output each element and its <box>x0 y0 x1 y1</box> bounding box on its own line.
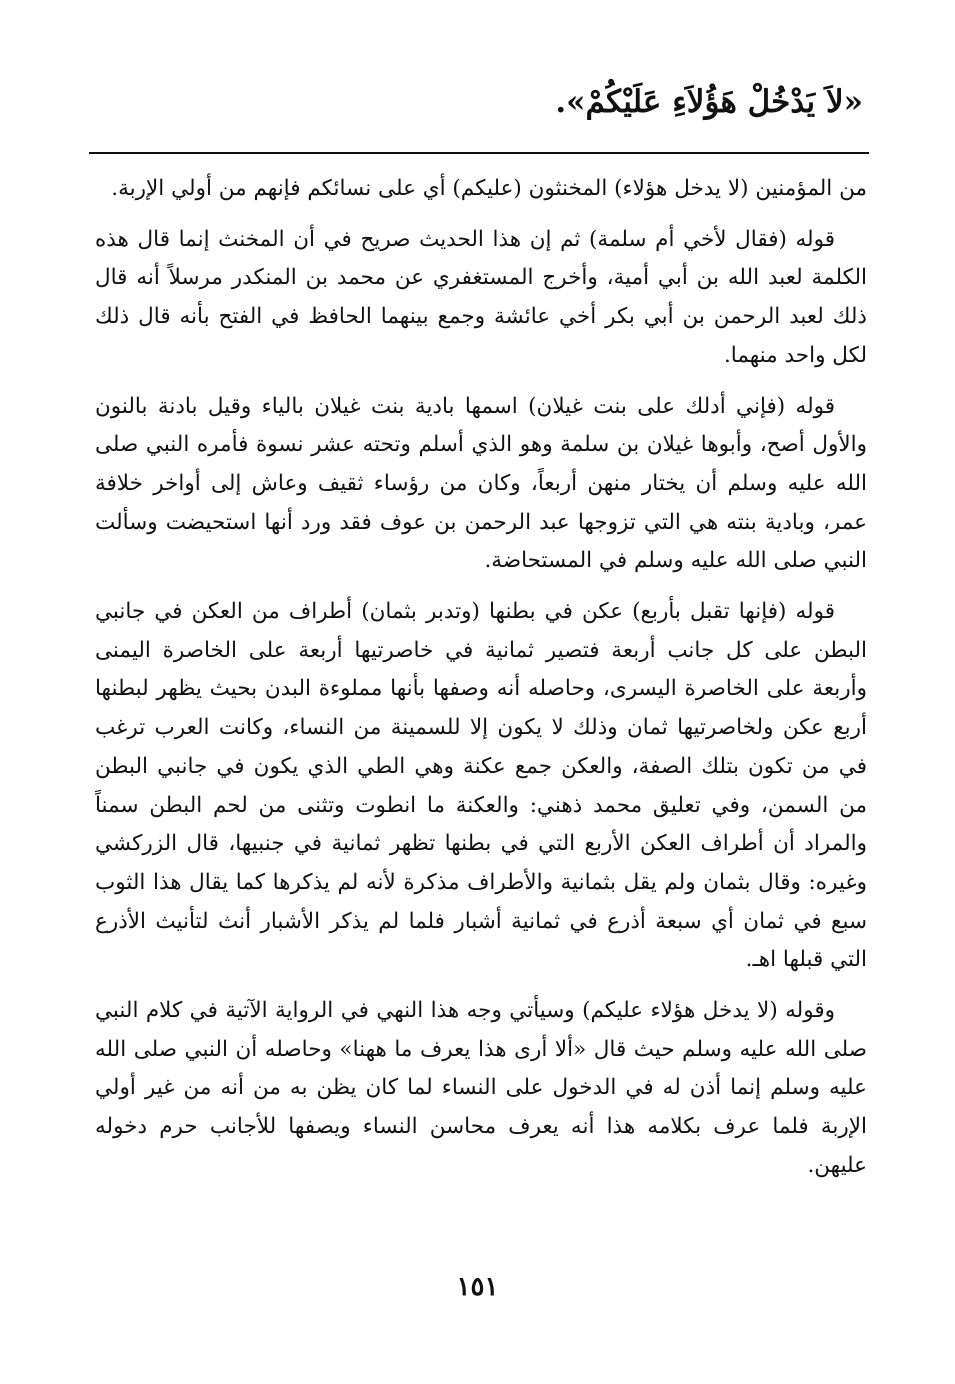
commentary-paragraph: قوله (فإنها تقبل بأربع) عكن في بطنها (وتدبر بثمان) أطراف من العكن في جانبي البطن على كل جانب أربعة فتصير ثمانية في خاصرتيها أربعة على الخاصرة اليمنى وأربعة على الخاصرة اليسرى، وحاصله أنه وصفها بأنها مملوءة البدن بحيث يظهر لبطنها أربع عكن ولخاصرتيها ثمان وذلك لا يكون إلا للسمينة من النساء، وكانت العرب ترغب في من تكون بتلك الصفة، والعكن جمع عكنة وهي الطي الذي يكون في جانبي البطن من السمن، وفي تعليق محمد ذهني: والعكنة ما انطوت وتثنى من لحم البطن سمناً والمراد أن أطراف العكن الأربع التي في بطنها تظهر ثمانية في جنبيها، قال الزركشي وغيره: وقال بثمان ولم يقل بثمانية والأطراف مذكرة لأنه لم يذكرها كما يقال هذا الثوب سبع في ثمان أي سبعة أذرع في ثمانية أشبار فلما لم يذكر الأشبار أنث لتأنيث الأذرع التي قبلها اهـ. <box>95 599 867 973</box>
commentary-paragraph: وقوله (لا يدخل هؤلاء عليكم) وسيأتي وجه هذا النهي في الرواية الآتية في كلام النبي صلى الله عليه وسلم حيث قال «ألا أرى هذا يعرف ما ههنا» وحاصله أن النبي صلى الله عليه وسلم إنما أذن له في الدخول على النساء لما كان يظن به من أنه من غير أولي الإربة فلما عرف بكلامه هذا أنه يعرف محاسن النساء ويصفها للأجانب حرم دخوله عليهن. <box>95 998 867 1178</box>
commentary-body <box>95 170 867 1198</box>
hadith-heading: «لاَ يَدْخُلْ هَؤُلاَءِ عَلَيْكُمْ». <box>555 84 863 120</box>
commentary-paragraph: من المؤمنين (لا يدخل هؤلاء) المخنثون (عليكم) أي على نسائكم فإنهم من أولي الإربة. <box>111 176 867 201</box>
separator-rule <box>89 152 869 154</box>
commentary-paragraph: قوله (فإني أدلك على بنت غيلان) اسمها بادية بنت غيلان بالياء وقيل بادنة بالنون والأول أصح، وأبوها غيلان بن سلمة وهو الذي أسلم وتحته عشر نسوة فأمره النبي صلى الله عليه وسلم أن يختار منهن أربعاً، وكان من رؤساء ثقيف وعاش إلى أواخر خلافة عمر، وبادية بنته هي التي تزوجها عبد الرحمن بن عوف فقد ورد أنها استحيضت وسألت النبي صلى الله عليه وسلم في المستحاضة. <box>95 393 867 574</box>
page-number: ١٥١ <box>456 1272 499 1302</box>
commentary-paragraph: قوله (فقال لأخي أم سلمة) ثم إن هذا الحديث صريح في أن المخنث إنما قال هذه الكلمة لعبد الله بن أبي أمية، وأخرج المستغفري عن محمد بن المنكدر مرسلاً أنه قال ذلك لعبد الرحمن بن أبي بكر أخي عائشة وجمع بينهما الحافظ في الفتح بأنه قال ذلك لكل واحد منهما. <box>95 226 867 368</box>
